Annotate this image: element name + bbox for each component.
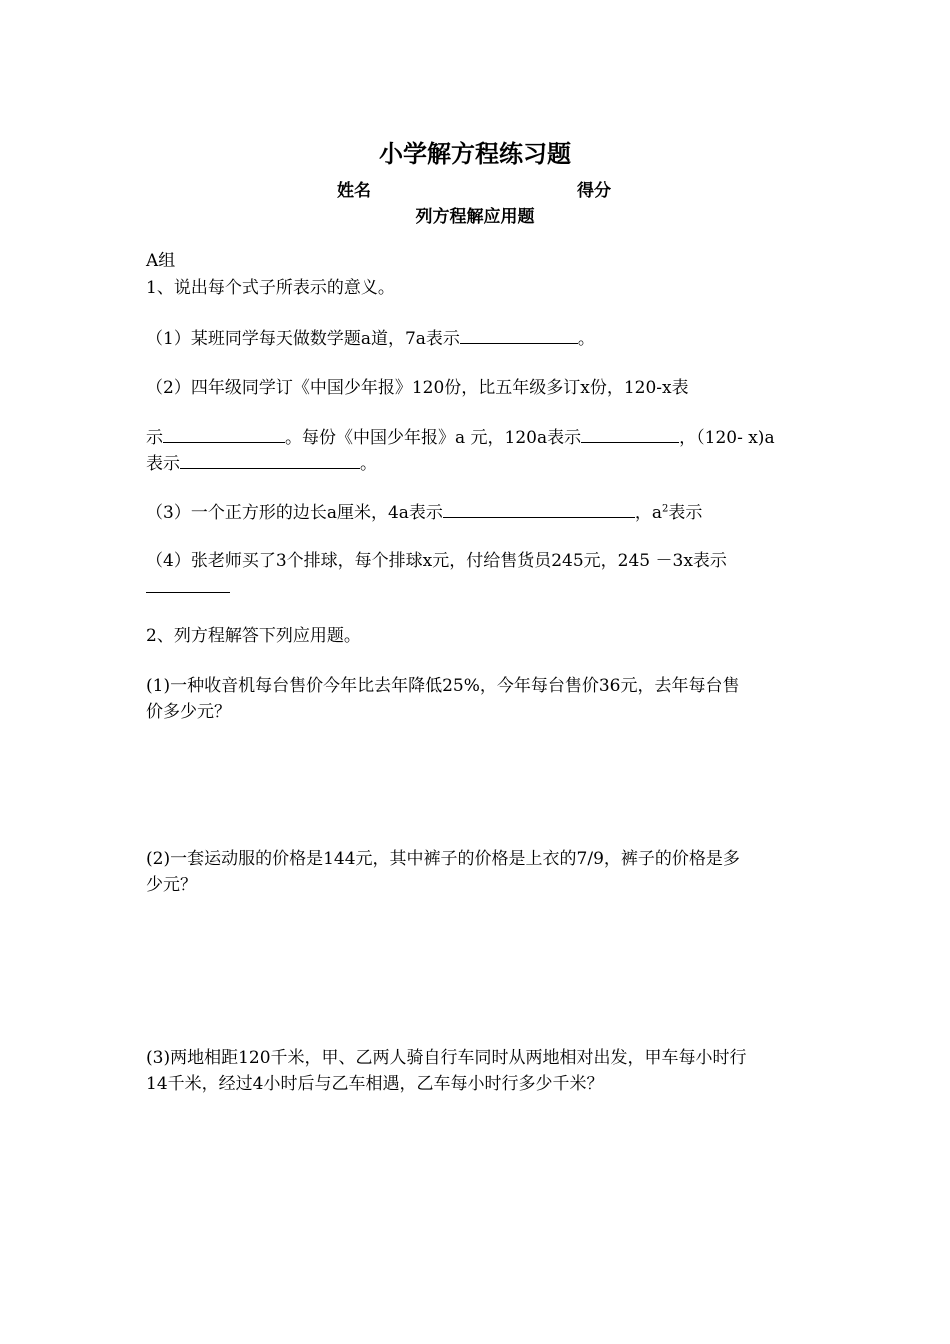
problem-1-line2: 价多少元？	[146, 702, 231, 722]
answer-blank[interactable]	[180, 452, 360, 469]
answer-blank[interactable]	[460, 327, 578, 344]
answer-blank[interactable]	[581, 426, 679, 443]
score-label: 得分	[577, 181, 611, 201]
answer-blank[interactable]	[163, 426, 285, 443]
question-1-2-line2: 示 。每份《中国少年报》a 元，120a表示 ，（120- x)a	[146, 428, 775, 448]
section1-heading: 1、说出每个式子所表示的意义。	[146, 278, 395, 298]
question-1-4: （4）张老师买了3个排球，每个排球x元，付给售货员245元，245 －3x表示	[146, 551, 727, 571]
subtitle: 列方程解应用题	[415, 207, 535, 227]
answer-blank[interactable]	[146, 592, 230, 593]
name-label: 姓名	[337, 181, 371, 201]
page-title: 小学解方程练习题	[379, 139, 571, 168]
answer-blank[interactable]	[443, 501, 635, 518]
question-1-3: （3）一个正方形的边长a厘米，4a表示 ，$a^2$表示	[146, 503, 703, 523]
section2-heading: 2、列方程解答下列应用题。	[146, 626, 361, 646]
question-1-1: （1）某班同学每天做数学题a道，7a表示 。	[146, 329, 595, 349]
question-1-2-line3: 表示 。	[146, 454, 377, 474]
problem-3-line2: 14千米，经过4小时后与乙车相遇，乙车每小时行多少千米？	[146, 1074, 604, 1094]
problem-1-line1: (1)一种收音机每台售价今年比去年降低25%，今年每台售价36元，去年每台售	[146, 676, 740, 696]
problem-2-line2: 少元？	[146, 875, 197, 895]
question-1-2-line1: （2）四年级同学订《中国少年报》120份，比五年级多订x份，120-x表	[146, 378, 689, 398]
problem-3-line1: (3)两地相距120千米，甲、乙两人骑自行车同时从两地相对出发，甲车每小时行	[146, 1048, 747, 1068]
group-label: A组	[146, 251, 176, 271]
problem-2-line1: (2)一套运动服的价格是144元，其中裤子的价格是上衣的7/9，裤子的价格是多	[146, 849, 740, 869]
